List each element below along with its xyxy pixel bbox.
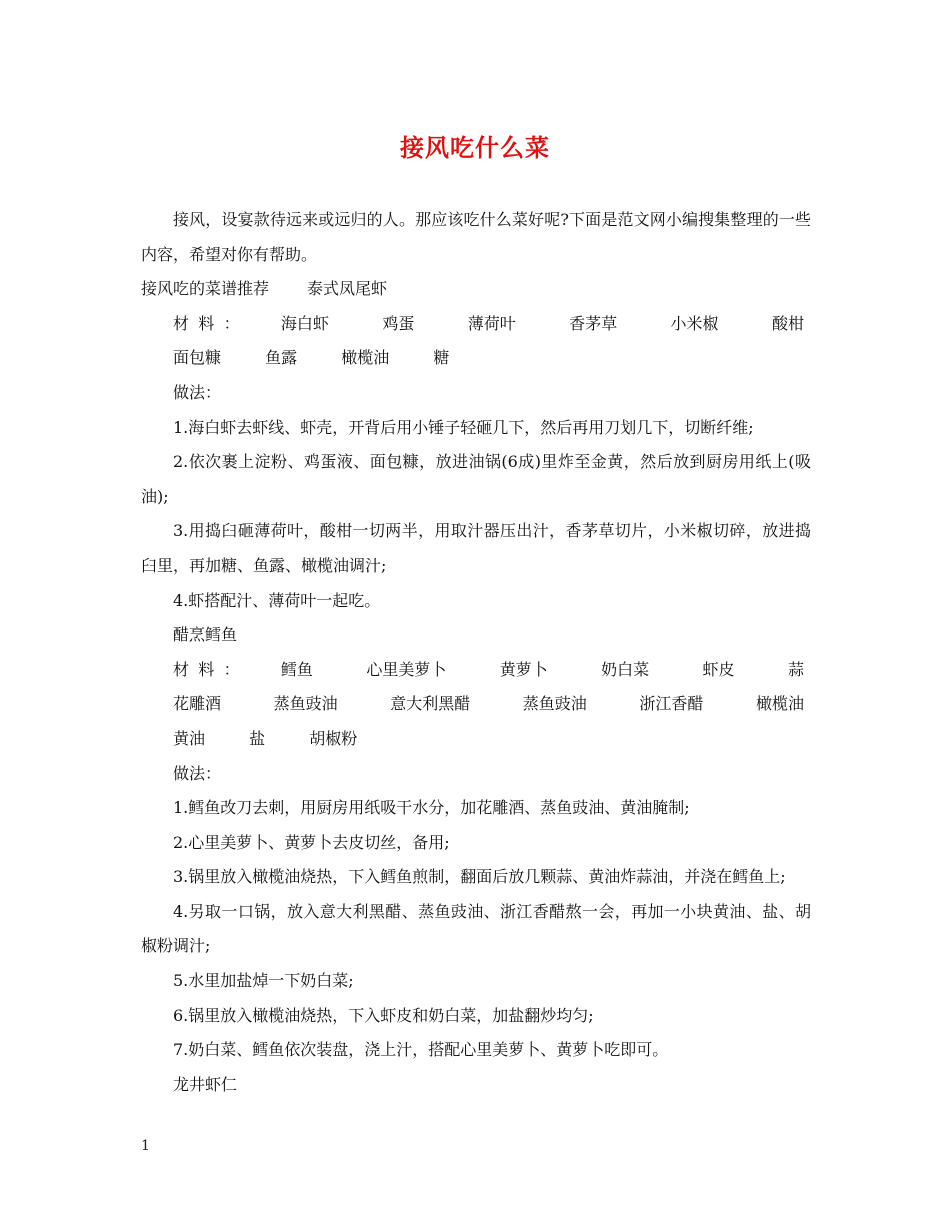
ingredient: 鳕鱼 <box>280 659 313 679</box>
recipe1-step: 4.虾搭配汁、薄荷叶一起吃。 <box>173 590 381 610</box>
ingredient: 意大利黑醋 <box>390 694 471 714</box>
recipe1-step: 3.用捣臼砸薄荷叶，酸柑一切两半，用取汁器压出汁，香茅草切片，小米椒切碎，放进捣臼里，再加糖、鱼露、橄榄油调汁; <box>141 521 811 575</box>
ingredient: 奶白菜 <box>601 659 650 679</box>
ingredient: 虾皮 <box>702 659 735 679</box>
recipe1-step: 1.海白虾去虾线、虾壳，开背后用小锤子轻砸几下，然后再用刀划几下，切断纤维; <box>173 417 754 437</box>
recipe-title-2: 醋烹鳕鱼 <box>173 625 238 645</box>
recipe2-step: 6.锅里放入橄榄油烧热，下入虾皮和奶白菜，加盐翻炒均匀; <box>173 1005 594 1025</box>
ingredient: 糖 <box>433 348 450 368</box>
ingredient: 花雕酒 <box>173 694 222 714</box>
recipe-title-3: 龙井虾仁 <box>173 1074 238 1094</box>
ingredient: 黄油 <box>173 728 206 748</box>
materials-label: 材料： <box>173 659 249 679</box>
document-title: 接风吃什么菜 <box>400 133 550 162</box>
recipe2-step: 2.心里美萝卜、黄萝卜去皮切丝，备用; <box>173 832 450 852</box>
section-heading: 接风吃的菜谱推荐 <box>141 279 270 299</box>
recipe2-step: 3.锅里放入橄榄油烧热，下入鳕鱼煎制，翻面后放几颗蒜、黄油炸蒜油，并浇在鳕鱼上; <box>173 867 786 887</box>
recipe2-materials <box>141 653 811 757</box>
materials-label: 材料： <box>173 313 249 333</box>
ingredient: 酸柑 <box>771 313 804 333</box>
ingredient: 蒸鱼豉油 <box>522 694 587 714</box>
recipe1-materials <box>141 307 811 376</box>
ingredient: 橄榄油 <box>755 694 804 714</box>
recipe1-method-label: 做法： <box>173 382 222 402</box>
ingredient: 黄萝卜 <box>499 659 548 679</box>
recipe2-step: 1.鳕鱼改刀去刺，用厨房用纸吸干水分，加花雕酒、蒸鱼豉油、黄油腌制; <box>173 798 690 818</box>
ingredient: 小米椒 <box>670 313 719 333</box>
document-body <box>141 203 811 1102</box>
ingredient: 心里美萝卜 <box>366 659 447 679</box>
ingredient: 海白虾 <box>280 313 329 333</box>
ingredient: 香茅草 <box>569 313 618 333</box>
ingredient: 薄荷叶 <box>467 313 516 333</box>
ingredient: 鸡蛋 <box>382 313 415 333</box>
recipe2-step: 5.水里加盐焯一下奶白菜; <box>173 971 354 991</box>
ingredient: 蒜 <box>787 659 804 679</box>
intro-paragraph: 接风，设宴款待远来或远归的人。那应该吃什么菜好呢?下面是范文网小编搜集整理的一些内容，希望对你有帮助。 <box>141 210 811 264</box>
ingredient: 浙江香醋 <box>639 694 704 714</box>
page-number: 1 <box>141 1138 150 1154</box>
ingredient: 面包糠 <box>173 348 222 368</box>
recipe2-method-label: 做法： <box>173 763 222 783</box>
ingredient: 蒸鱼豉油 <box>273 694 338 714</box>
section-heading-line <box>141 272 811 307</box>
ingredient: 盐 <box>249 728 266 748</box>
ingredient: 胡椒粉 <box>309 728 358 748</box>
recipe-title-1: 泰式凤尾虾 <box>307 279 388 299</box>
recipe2-step: 7.奶白菜、鳕鱼依次装盘，浇上汁，搭配心里美萝卜、黄萝卜吃即可。 <box>173 1040 669 1060</box>
recipe1-step: 2.依次裹上淀粉、鸡蛋液、面包糠，放进油锅(6成)里炸至金黄，然后放到厨房用纸上(吸油); <box>141 452 811 506</box>
recipe2-step: 4.另取一口锅，放入意大利黑醋、蒸鱼豉油、浙江香醋熬一会，再加一小块黄油、盐、胡椒粉调汁; <box>141 901 811 956</box>
ingredient: 橄榄油 <box>341 348 390 368</box>
ingredient: 鱼露 <box>265 348 298 368</box>
